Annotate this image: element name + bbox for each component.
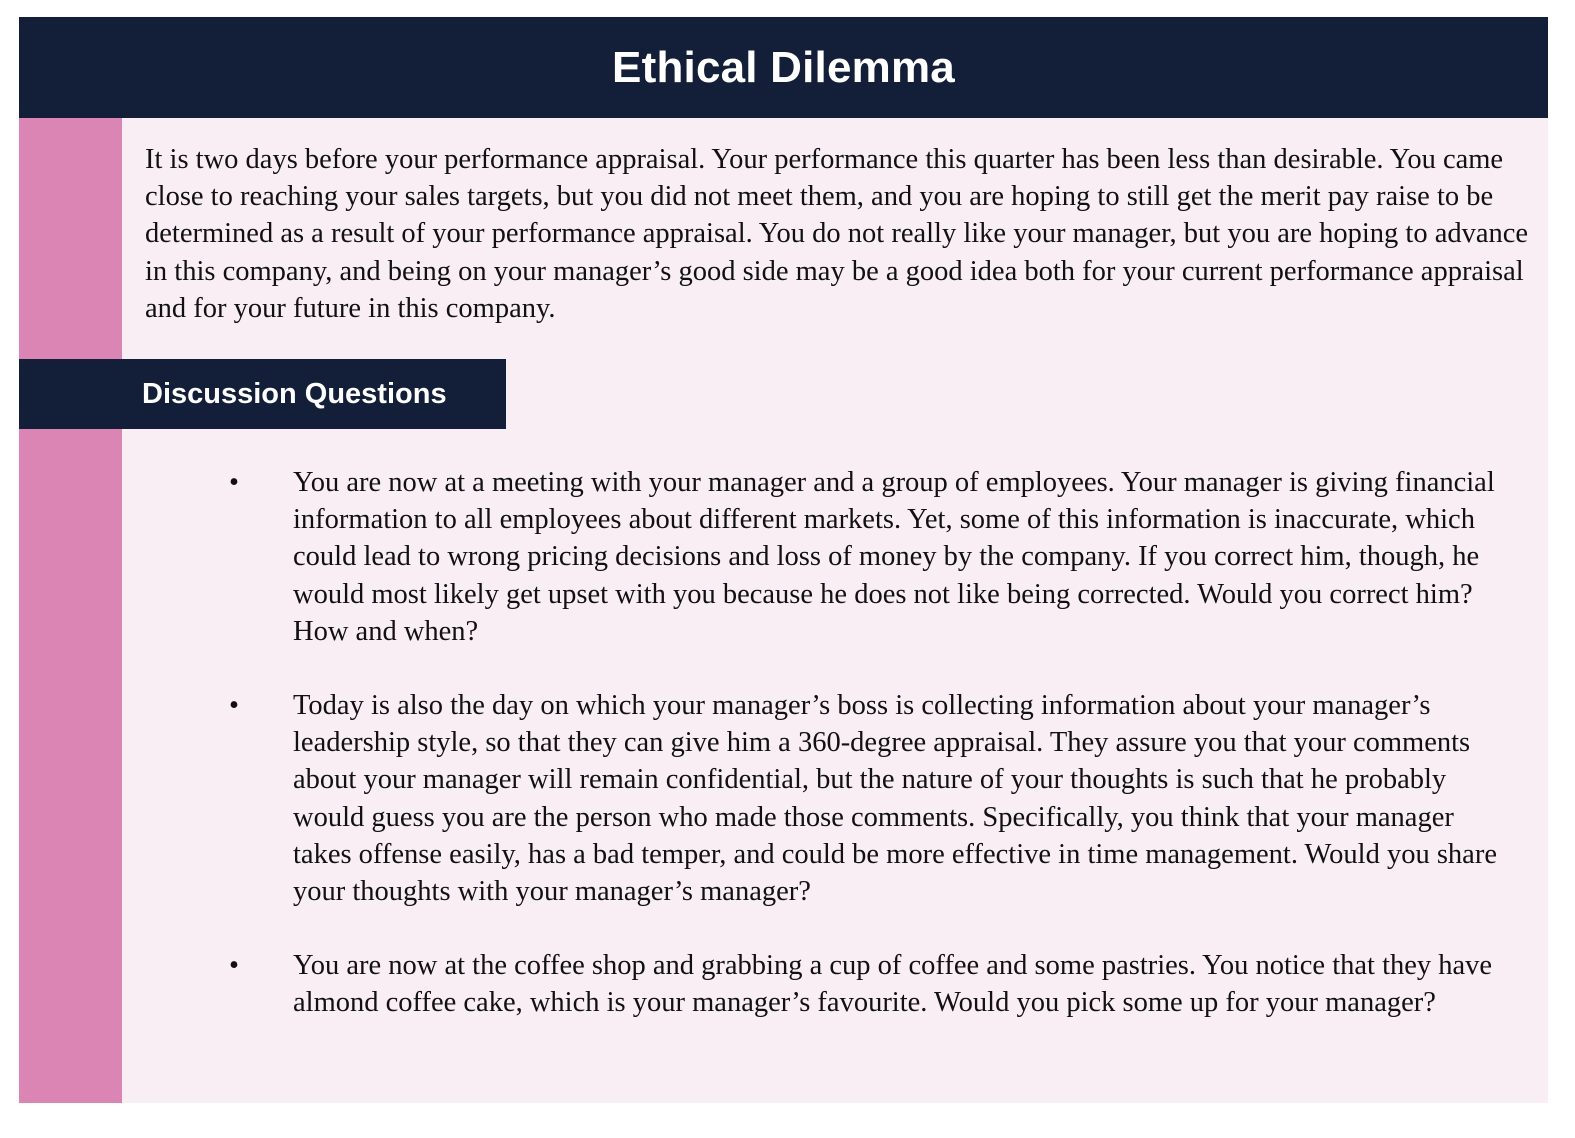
question-text: You are now at a meeting with your manager and a group of employees. Your manager is giving financial information to all employees about different markets. Yet, some of this information is inaccurate, which could lead to wrong pricing decisions and loss of money by the company. If you correct him, though, he would most likely get upset with you because he does not like being corrected. Would you correct him? How and when? — [293, 467, 1495, 647]
bullet-icon: • — [229, 467, 239, 498]
section-title: Discussion Questions — [142, 377, 447, 410]
list-item — [229, 464, 1519, 650]
question-text: Today is also the day on which your manager’s boss is collecting information about your manager’s leadership style, so that they can give him a 360-degree appraisal. They assure you that your comments about your manager will remain confidential, but the nature of your thoughts is such that he probably would guess you are the person who made those comments. Specifically, you think that your manager takes offense easily, has a bad temper, and could be more effective in time management. Would you share your thoughts with your manager’s manager? — [293, 690, 1497, 908]
bullet-icon: • — [229, 950, 239, 982]
discussion-question-list — [229, 464, 1519, 1059]
list-item — [229, 687, 1519, 910]
list-item — [229, 947, 1519, 1021]
accent-strip — [19, 118, 122, 1103]
question-text: You are now at the coffee shop and grabbing a cup of coffee and some pastries. You notice that they have almond coffee cake, which is your manager’s favourite. Would you pick some up for your manager? — [293, 950, 1493, 1019]
title-bar — [19, 17, 1548, 118]
section-header-bar — [19, 359, 506, 429]
slide-panel — [19, 17, 1548, 1103]
page-title: Ethical Dilemma — [612, 42, 955, 92]
intro-paragraph: It is two days before your performance appraisal. Your performance this quarter has been less than desirable. You came close to reaching your sales targets, but you did not meet them, and you are hoping to still get the merit pay raise to be determined as a result of your performance appraisal. You do not really like your manager, but you are hoping to advance in this company, and being on your manager’s good side may be a good idea both for your current performance appraisal and for your future in this company. — [145, 144, 1529, 324]
bullet-icon: • — [229, 690, 239, 722]
